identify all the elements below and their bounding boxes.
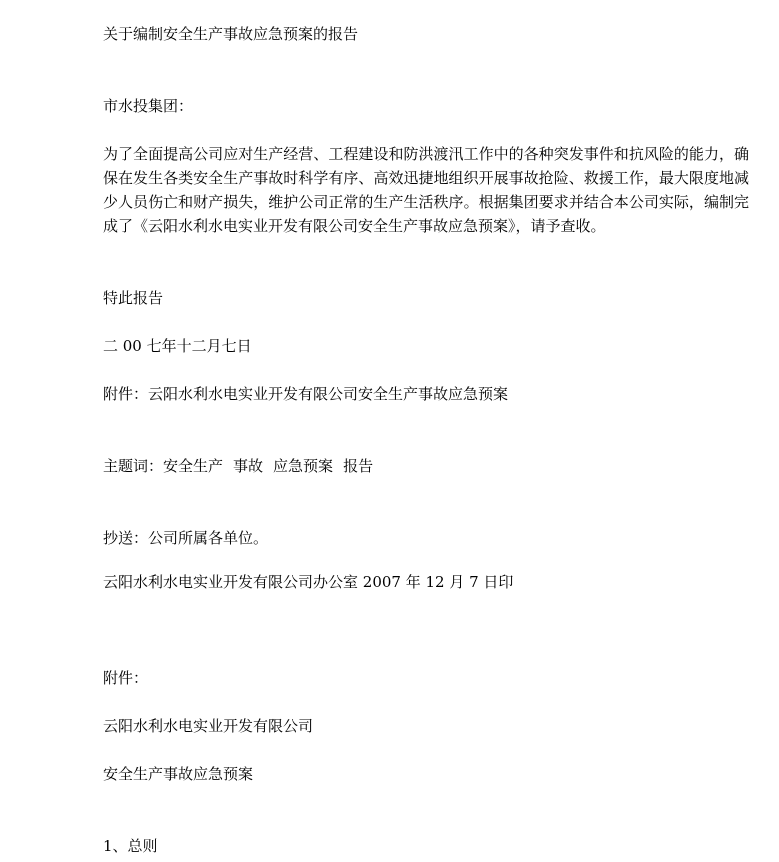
keywords-label: 主题词： — [103, 457, 164, 475]
keyword: 应急预案 — [273, 457, 334, 475]
keyword: 事故 — [233, 457, 264, 475]
report-title: 关于编制安全生产事故应急预案的报告 — [103, 25, 359, 43]
cc-line: 抄送：公司所属各单位。 — [103, 529, 269, 547]
keyword: 安全生产 — [163, 457, 224, 475]
closing-line: 特此报告 — [103, 289, 164, 307]
keywords-line — [103, 454, 373, 478]
attachment-note: 附件：云阳水利水电实业开发有限公司安全生产事故应急预案 — [103, 385, 509, 403]
body-paragraph: 为了全面提高公司应对生产经营、工程建设和防洪渡汛工作中的各种突发事件和抗风险的能力，确保在发生各类安全生产事故时科学有序、高效迅捷地组织开展事故抢险、救援工作，最大限度地减少人员伤亡和财产损失，维护公司正常的生产生活秩序。根据集团要求并结合本公司实际，编制完成了《云阳水利水电实业开发有限公司安全生产事故应急预案》，请予查收。 — [103, 145, 749, 235]
attachment-company: 云阳水利水电实业开发有限公司 — [103, 717, 314, 735]
date-line: 二 00 七年十二月七日 — [103, 337, 252, 355]
attachment-label: 附件： — [103, 669, 149, 687]
attachment-title: 安全生产事故应急预案 — [103, 765, 254, 783]
section-heading: 1、总则 — [103, 837, 158, 855]
issuer-line: 云阳水利水电实业开发有限公司办公室 2007 年 12 月 7 日印 — [103, 573, 514, 591]
keyword: 报告 — [343, 457, 374, 475]
recipient-line: 市水投集团： — [103, 97, 194, 115]
